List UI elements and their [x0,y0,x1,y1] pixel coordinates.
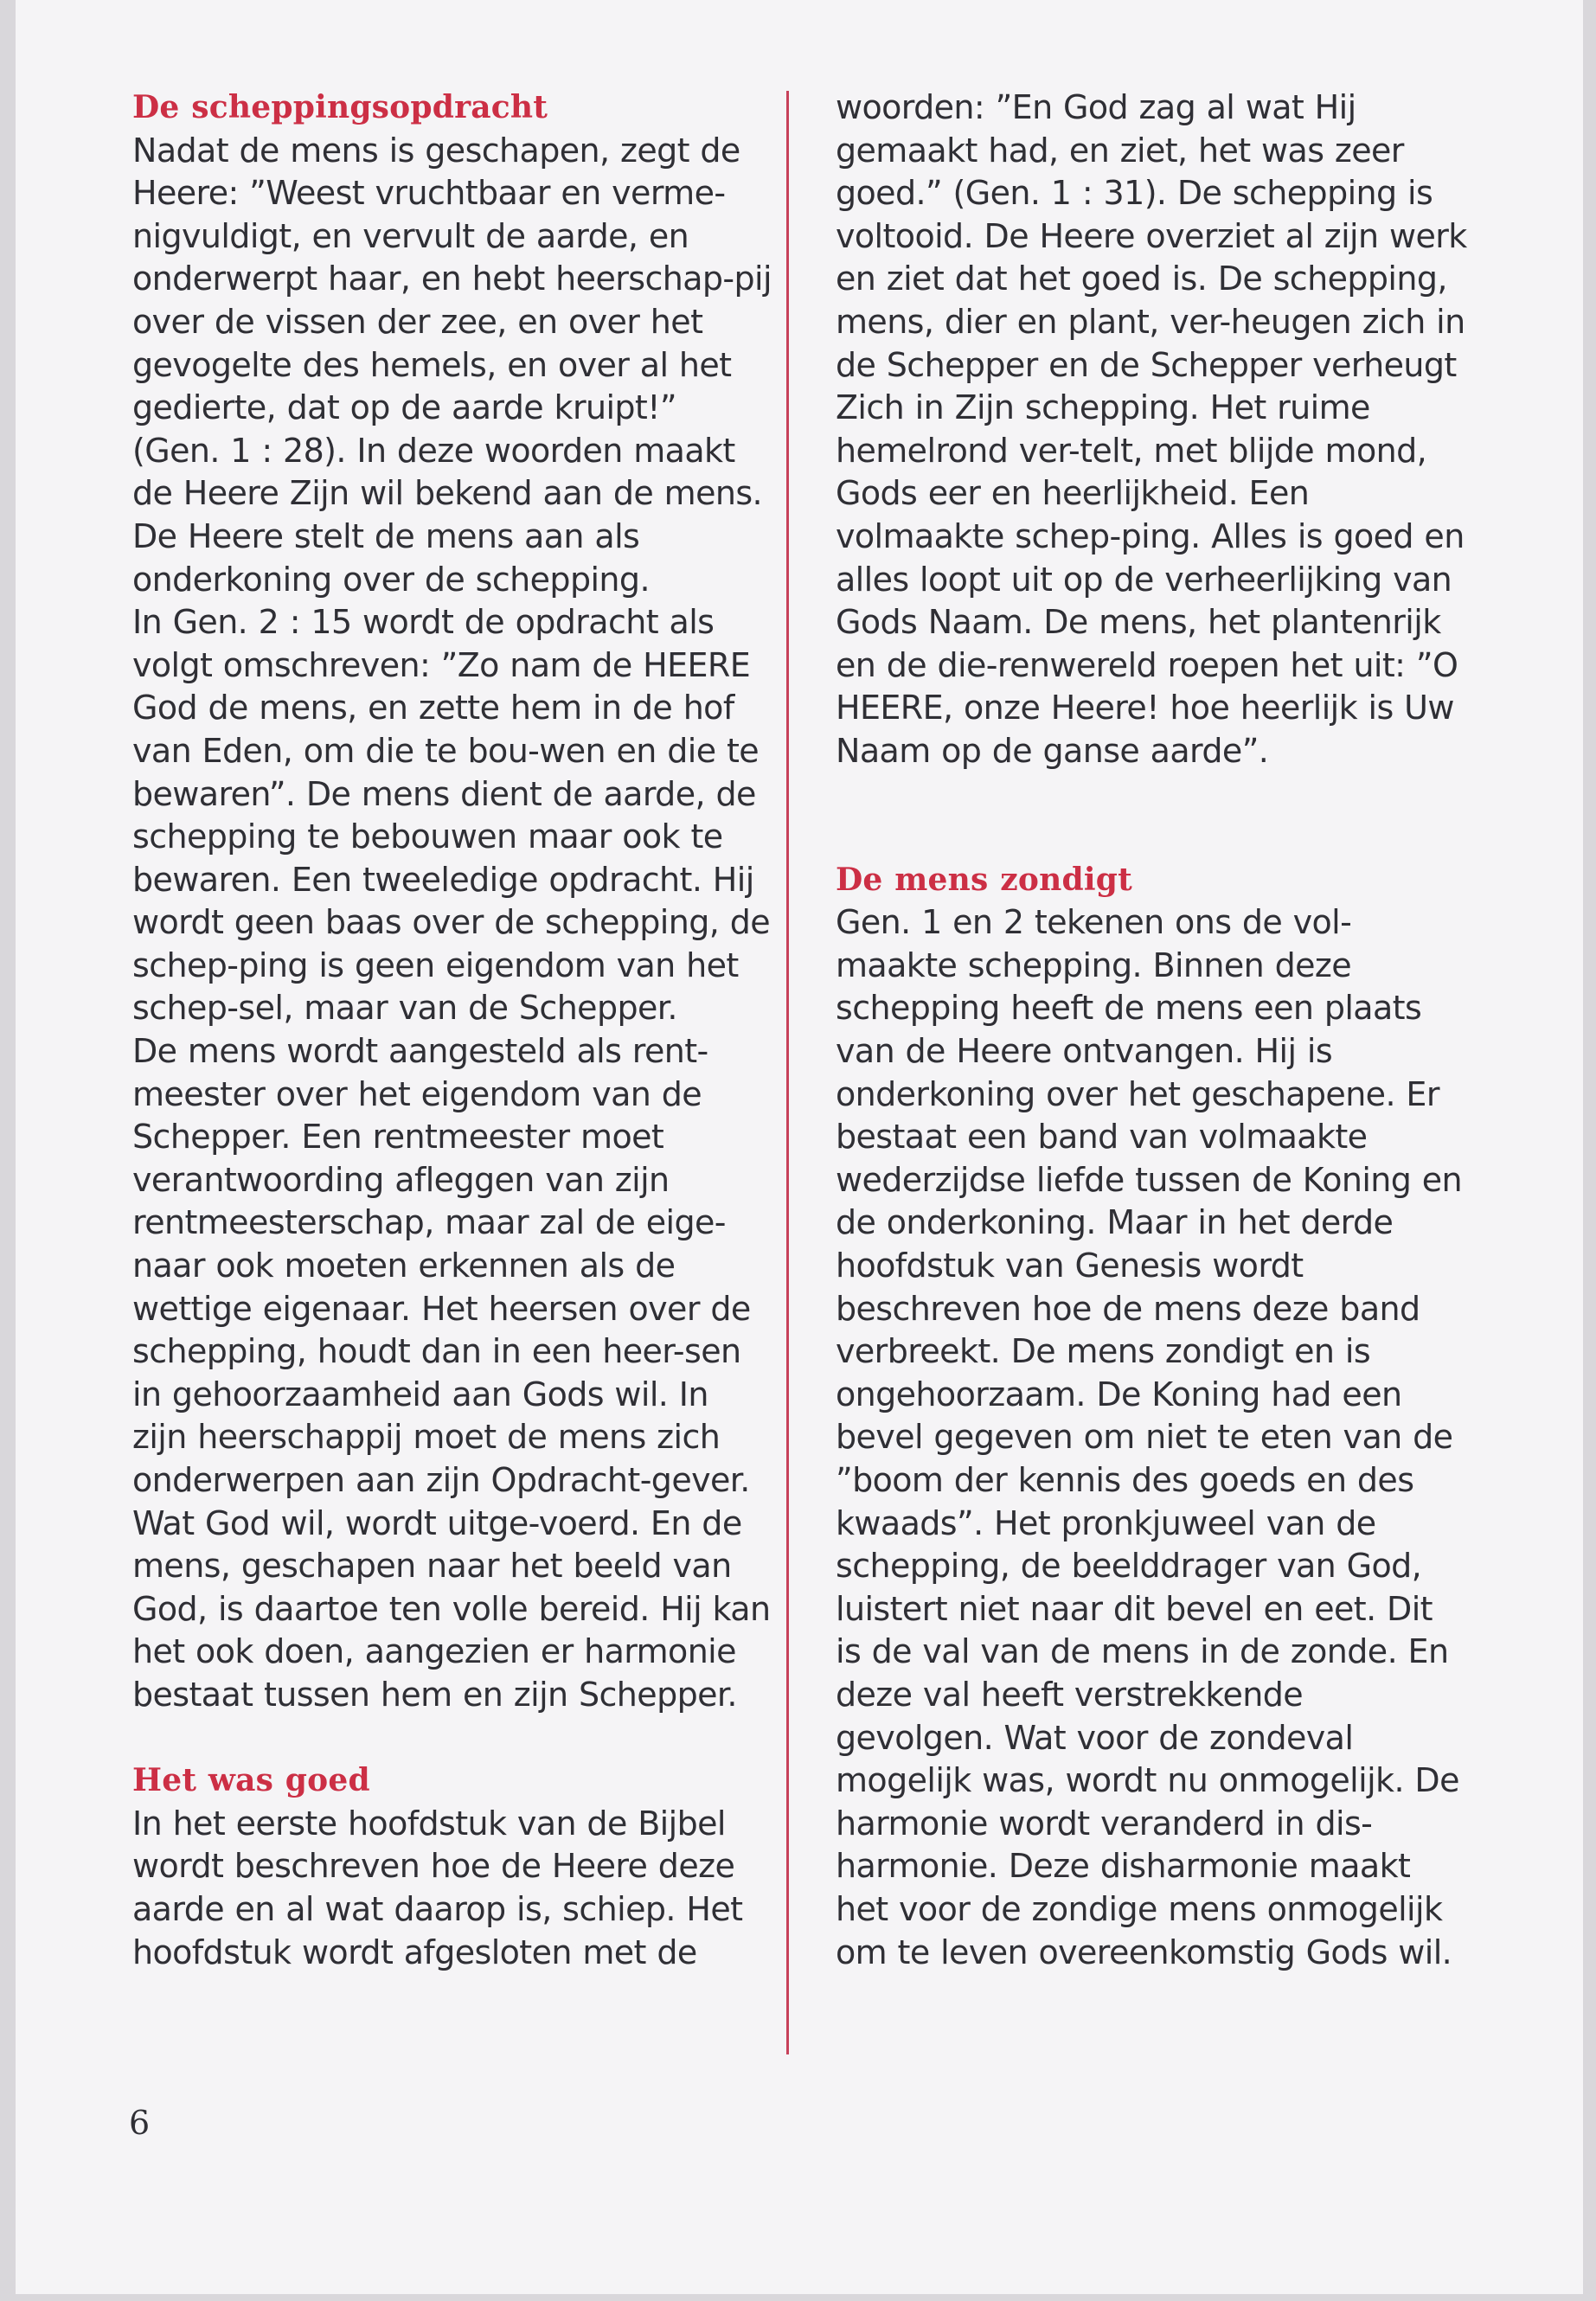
column-divider [786,91,789,2054]
section-heading-scheppingsopdracht: De scheppingsopdracht [132,89,548,125]
body-paragraph-continuation: woorden: ”En God zag al wat Hij gemaakt had, en ziet, het was zeer goed.” (Gen. 1 : 31). De schepping is voltooid. De Heere overziet al zijn werk en ziet dat het goed is. De schepping, mens, dier en plant, ver-heugen zich in de Schepper en de Schepper verheugt Zich in Zijn schepping. Het ruime hemelrond ver-telt, met blijde mond, Gods eer en heerlijkheid. Een volmaakte schep-ping. Alles is goed en alles loopt uit op de verheerlijking van Gods Naam. De mens, het plantenrijk en de die-renwereld roepen het uit: ”O HEERE, onze Heere! hoe heerlijk is Uw Naam op de ganse aarde”. [836,88,1467,770]
page-number: 6 [129,2104,151,2142]
section-spacer [132,1717,772,1760]
body-paragraph: In Gen. 2 : 15 wordt de opdracht als volgt omschreven: ”Zo nam de HEERE God de mens, en zette hem in de hof van Eden, om die te bou-wen en die te bewaren”. De mens dient de aarde, de schepping te bebouwen maar ook te bewaren. Een tweeledige opdracht. Hij wordt geen baas over de schepping, de schep-ping is geen eigendom van het schep-sel, maar van de Schepper. [132,603,771,1028]
section-heading-de-mens-zondigt: De mens zondigt [836,861,1132,898]
section-heading-het-was-goed: Het was goed [132,1762,370,1799]
section-spacer [836,773,1467,817]
body-paragraph: De mens wordt aangesteld als rent-meester over het eigendom van de Schepper. Een rentmeester moet verantwoording afleggen van zijn rentmeesterschap, maar zal de eige-naar ook moeten erkennen als de wettige eigenaar. Het heersen over de schepping, houdt dan in een heer-sen in gehoorzaamheid aan Gods wil. In zijn heerschappij moet de mens zich onderwerpen aan zijn Opdracht-gever. Wat God wil, wordt uitge-voerd. En de mens, geschapen naar het beeld van God, is daartoe ten volle bereid. Hij kan het ook doen, aangezien er harmonie bestaat tussen hem en zijn Schepper. [132,1032,771,1714]
section-spacer [836,816,1467,859]
body-paragraph: Gen. 1 en 2 tekenen ons de vol-maakte schepping. Binnen deze schepping heeft de mens een plaats van de Heere ontvangen. Hij is onderkoning over het geschapene. Er bestaat een band van volmaakte wederzijdse liefde tussen de Koning en de onderkoning. Maar in het derde hoofdstuk van Genesis wordt beschreven hoe de mens deze band verbreekt. De mens zondigt en is ongehoorzaam. De Koning had een bevel gegeven om niet te eten van de ”boom der kennis des goeds en des kwaads”. Het pronkjuweel van de schepping, de beelddrager van God, luistert niet naar dit bevel en eet. Dit is de val van de mens in de zonde. En deze val heeft verstrekkende gevolgen. Wat voor de zondeval mogelijk was, wordt nu onmogelijk. De harmonie wordt veranderd in dis-harmonie. Deze disharmonie maakt het voor de zondige mens onmogelijk om te leven overeenkomstig Gods wil. [836,903,1463,1971]
left-column [132,87,772,1974]
body-paragraph: In het eerste hoofdstuk van de Bijbel wordt beschreven hoe de Heere deze aarde en al wat daarop is, schiep. Het hoofdstuk wordt afgesloten met de [132,1804,743,1971]
document-page [16,0,1583,2294]
right-column [836,87,1467,1974]
body-paragraph: Nadat de mens is geschapen, zegt de Heere: ”Weest vruchtbaar en verme-nigvuldigt, en vervult de aarde, en onderwerpt haar, en hebt heerschap-pij over de vissen der zee, en over het gevogelte des hemels, en over al het gedierte, dat op de aarde kruipt!” (Gen. 1 : 28). In deze woorden maakt de Heere Zijn wil bekend aan de mens. De Heere stelt de mens aan als onderkoning over de schepping. [132,131,772,599]
